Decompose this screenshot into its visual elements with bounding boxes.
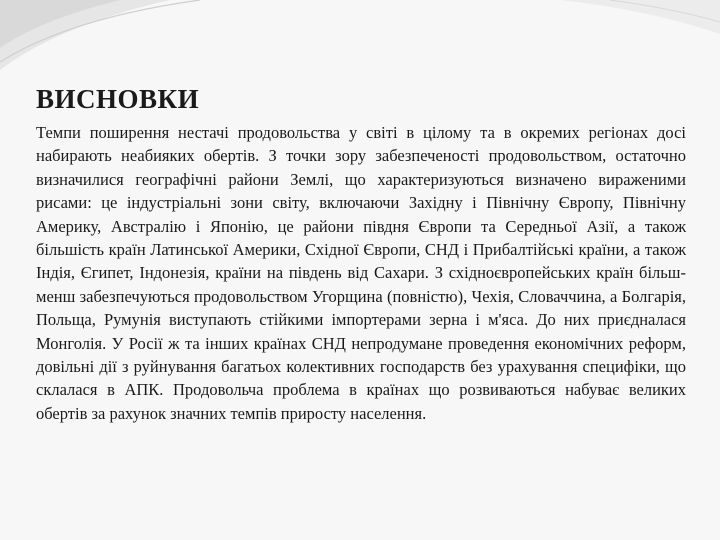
slide-title: ВИСНОВКИ — [36, 84, 200, 114]
slide-body-text: Темпи поширення нестачі продовольства у світі в цілому та в окремих регіонах досі набирають неабияких обертів. З точки зору забезпеченості продовольством, остаточно визначилися географічні райони Землі, що характеризуються визначено вираженими рисами: це індустріальні зони світу, включаючи Західну і Північну Європу, Північну Америку, Австралію і Японію, це райони півдня Європи та Середньої Азії, а також більшість країн Латинської Америки, Східної Європи, СНД і Прибалтійські країни, а також Індія, Єгипет, Індонезія, країни на південь від Сахари. З східноєвропейських країн більш-менш забезпечуються продовольством Угорщина (повністю), Чехія, Словаччина, а Болгарія, Польща, Румунія виступають стійкими імпортерами зерна і м'яса. До них приєдналася Монголія. У Росії ж та інших країнах СНД непродумане проведення економічних реформ, довільні дії з руйнування багатьох колективних господарств без урахування специфіки, що склалася в АПК. Продовольча проблема в країнах що розвиваються набуває великих обертів за рахунок значних темпів приросту населення. — [36, 123, 686, 423]
corner-swoosh-decoration — [0, 0, 720, 90]
